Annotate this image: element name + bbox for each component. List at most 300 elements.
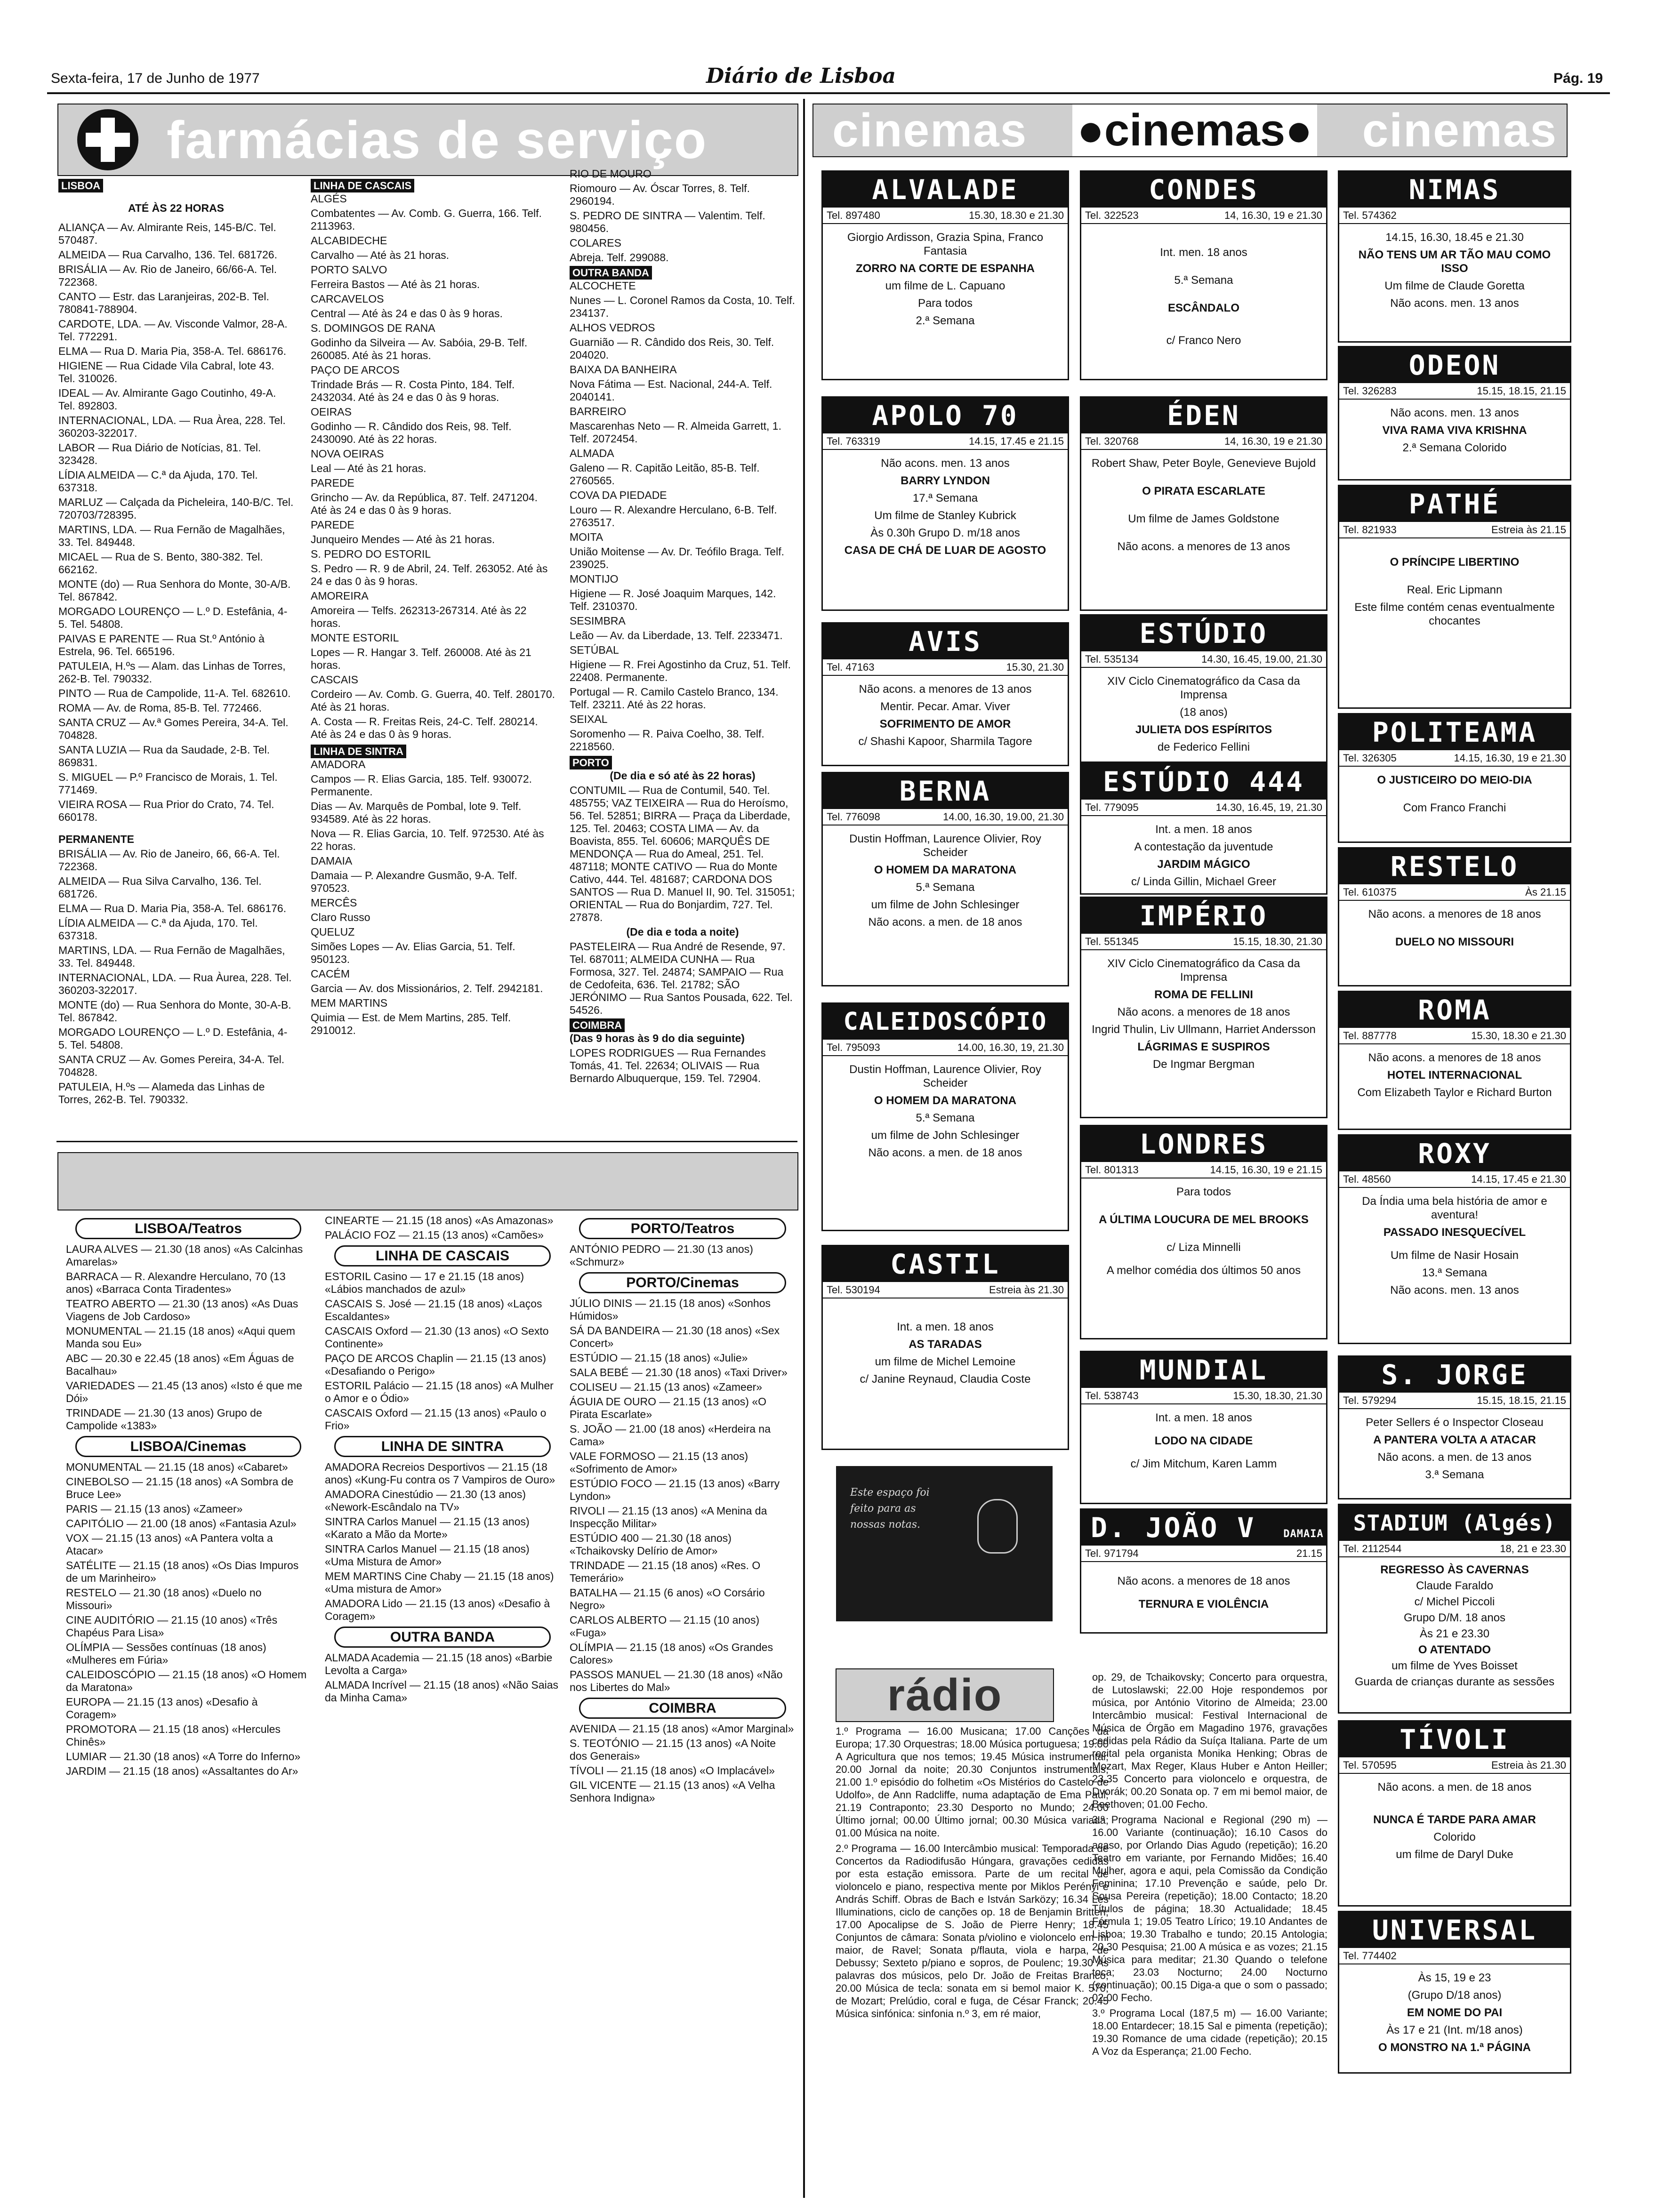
list-item: PAREDE <box>311 477 354 489</box>
film-director: um filme de L. Capuano <box>885 280 1005 292</box>
list-item: Quimia — Est. de Mem Martins, 285. Telf. 2910012. <box>311 1011 511 1036</box>
cinema-times: 15.15, 18.30, 21.30 <box>1233 936 1322 947</box>
list-item: S. Pedro — R. 9 de Abril, 24. Telf. 263052. Até às 24 e das 0 às 9 horas. <box>311 562 548 587</box>
cinema-name: ROXY <box>1339 1136 1570 1171</box>
list-item: SESIMBRA <box>570 615 626 627</box>
section-label-outra-banda: OUTRA BANDA <box>334 1627 551 1648</box>
cinemas-banner-left: cinemas <box>832 104 1028 157</box>
section-label-cascais: LINHA DE CASCAIS <box>311 179 414 192</box>
film-director: Claude Faraldo <box>1416 1579 1494 1592</box>
cinema-cast: Com Elizabeth Taylor e Richard Burton <box>1357 1086 1552 1099</box>
film-title: LODO NA CIDADE <box>1154 1435 1253 1447</box>
film-week: 13.ª Semana <box>1422 1266 1488 1279</box>
section-label-lisboa: LISBOA <box>58 179 103 192</box>
cinema-tel: Tel. 47163 <box>827 661 875 673</box>
list-item: ALMEIDA — Rua Silva Carvalho, 136. Tel. 681726. <box>58 875 262 900</box>
list-item: MARTINS, LDA. — Rua Fernão de Magalhães, 33. Tel. 849448. <box>58 944 285 969</box>
list-item: PAIVAS E PARENTE — Rua St.º António à Estrela, 96. Tel. 665196. <box>58 633 265 657</box>
list-item: LÍDIA ALMEIDA — C.ª da Ajuda, 170. Tel. 637318. <box>58 469 258 494</box>
film-title: BARRY LYNDON <box>901 474 990 487</box>
list-item: Amoreira — Telfs. 262313-267314. Até às 22 horas. <box>311 604 527 629</box>
cinema-tivoli <box>1338 1720 1571 1907</box>
list-item: SANTA CRUZ — Av. Gomes Pereira, 34-A. Tel. 704828. <box>58 1053 285 1078</box>
section-label-coimbra: COIMBRA <box>570 1018 625 1032</box>
film-rating: Int. a men. 18 anos <box>897 1321 994 1333</box>
film-director: Um filme de Stanley Kubrick <box>874 509 1016 522</box>
film-rating: Não acons. men. 13 anos <box>1390 407 1519 419</box>
radio-col-1 <box>836 1725 1109 2020</box>
radio-col-2 <box>1092 1671 1327 2058</box>
cinema-cast: c/ Linda Gillin, Michael Greer <box>1131 875 1277 888</box>
list-item: CINE AUDITÓRIO — 21.15 (10 anos) «Três Chapéus Para Lisa» <box>66 1614 278 1639</box>
cinema-name: AVIS <box>823 624 1068 659</box>
list-item: PARIS — 21.15 (13 anos) «Zameer» <box>66 1503 243 1515</box>
cinema-berna <box>821 772 1069 986</box>
film-title: SOFRIMENTO DE AMOR <box>879 718 1011 730</box>
list-item: Trindade Brás — R. Costa Pinto, 184. Telf. 2432034. Até às 24 e das 0 às 9 horas. <box>311 378 515 403</box>
cinema-cast: c/ Franco Nero <box>1166 334 1241 347</box>
list-item: AMADORA <box>311 758 366 770</box>
list-item: ALMADA <box>570 447 614 459</box>
film-director: Um filme de James Goldstone <box>1128 513 1279 525</box>
shows-col-porto <box>570 1214 796 1806</box>
list-item: PAÇO DE ARCOS Chaplin — 21.15 (13 anos) «Desafiando o Perigo» <box>325 1352 547 1377</box>
list-item: Leal — Até às 21 horas. <box>311 462 426 474</box>
film-rating: (Grupo D/18 anos) <box>1408 1989 1502 2002</box>
list-item: AMOREIRA <box>311 590 369 602</box>
list-item: Campos — R. Elias Garcia, 185. Telf. 930072. Permanente. <box>311 773 532 798</box>
cinema-restelo <box>1338 847 1571 986</box>
list-item: Ferreira Bastos — Até às 21 horas. <box>311 278 480 290</box>
radio-banner <box>836 1668 1054 1722</box>
list-item: RESTELO — 21.30 (18 anos) «Duelo no Missouri» <box>66 1587 262 1611</box>
cinema-name: D. JOÃO V <box>1091 1512 1256 1544</box>
cinema-times: 14, 16.30, 19 e 21.30 <box>1224 209 1322 221</box>
list-item: Grincho — Av. da República, 87. Telf. 2471204. Até às 24 e das 0 às 9 horas. <box>311 491 538 516</box>
film-week: 5.ª Semana <box>1174 274 1233 287</box>
shows-col-linhas <box>325 1214 560 1706</box>
list-item: LABOR — Rua Diário de Notícias, 81. Tel. 323428. <box>58 441 261 466</box>
cinema-tel: Tel. 897480 <box>827 209 880 221</box>
cinema-subname: DAMAIA <box>1283 1528 1324 1540</box>
list-item: Abreja. Telf. 299088. <box>570 251 669 264</box>
cinema-tel: Tel. 795093 <box>827 1042 880 1053</box>
coimbra-sub: (Das 9 horas às 9 do dia seguinte) <box>570 1032 745 1044</box>
list-item: PATULEIA, H.ºs — Alam. das Linhas de Torres, 262-B. Tel. 790332. <box>58 660 286 685</box>
cinema-name: IMPÉRIO <box>1081 898 1326 934</box>
photo-caption: Este espaço foi feito para as nossas notas. <box>850 1487 930 1531</box>
film-tagline: A melhor comédia dos últimos 50 anos <box>1106 1264 1301 1277</box>
list-item: VARIEDADES — 21.45 (13 anos) «Isto é que me Dói» <box>66 1379 302 1404</box>
cinema-mundial <box>1080 1351 1327 1504</box>
list-item: ABC — 20.30 e 22.45 (18 anos) «Em Águas de Bacalhau» <box>66 1352 294 1377</box>
list-item: CASCAIS S. José — 21.15 (18 anos) «Laços Escaldantes» <box>325 1298 542 1322</box>
film-rating: Não acons. a men. de 18 anos <box>868 916 1022 929</box>
cinema-eden <box>1080 396 1327 611</box>
list-item: PROMOTORA — 21.15 (18 anos) «Hercules Chinês» <box>66 1723 281 1748</box>
list-item: A. Costa — R. Freitas Reis, 24-C. Telf. 280214. Até às 24 e das 0 às 9 horas. <box>311 715 538 740</box>
list-item: Higiene — R. José Joaquim Marques, 142. Telf. 2310370. <box>570 587 776 612</box>
film-title: O MONSTRO NA 1.ª PÁGINA <box>1378 2041 1531 2054</box>
list-item: ESTORIL Palácio — 21.15 (18 anos) «A Mulher o Amor e o Ódio» <box>325 1379 554 1404</box>
list-item: ELMA — Rua D. Maria Pia, 358-A. Tel. 686176. <box>58 345 287 357</box>
film-extra: Às 0.30h Grupo D. m/18 anos <box>870 527 1020 539</box>
list-item: GIL VICENTE — 21.15 (13 anos) «A Velha Senhora Indigna» <box>570 1779 775 1804</box>
cinema-name: BERNA <box>823 773 1068 809</box>
porto-text2: PASTELEIRA — Rua André de Resende, 97. Tel. 687011; ALMEIDA CUNHA — Rua Formosa, 327. Tel. 24874; SAMPAIO — Rua de Cedofeita, 636. Tel. 21782; SÃO JERÓNIMO — Rua Santos Pousada, 622. Tel. 54526. <box>570 940 793 1016</box>
list-item: Riomouro — Av. Óscar Torres, 8. Telf. 2960194. <box>570 182 750 207</box>
list-item: Portugal — R. Camilo Castelo Branco, 134. Telf. 23211. Até às 22 horas. <box>570 686 779 711</box>
list-item: VIEIRA ROSA — Rua Prior do Crato, 74. Tel. 660178. <box>58 798 274 823</box>
list-item: SINTRA Carlos Manuel — 21.15 (18 anos) «Uma Mistura de Amor» <box>325 1543 530 1568</box>
cinema-condes <box>1080 170 1327 380</box>
cinema-caleidoscopio <box>821 1002 1069 1231</box>
cinema-politeama <box>1338 713 1571 843</box>
list-item: Lopes — R. Hangar 3. Telf. 260008. Até às 21 horas. <box>311 646 531 671</box>
list-item: OLÍMPIA — 21.15 (18 anos) «Os Grandes Calores» <box>570 1641 773 1666</box>
cinema-tel: Tel. 821933 <box>1343 524 1397 536</box>
cinema-tel: Tel. 2112544 <box>1343 1543 1402 1555</box>
list-item: MONUMENTAL — 21.15 (18 anos) «Aqui quem Manda sou Eu» <box>66 1325 296 1350</box>
film-title: O HOMEM DA MARATONA <box>874 864 1017 876</box>
cinema-name: TÍVOLI <box>1339 1722 1570 1757</box>
pharmacy-col-lisboa <box>58 179 294 1108</box>
cinema-name: S. JORGE <box>1339 1357 1570 1393</box>
list-item: PALÁCIO FOZ — 21.15 (13 anos) «Camões» <box>325 1229 544 1241</box>
cinema-tel: Tel. 887778 <box>1343 1030 1397 1042</box>
section-label-lisboa-teatros: LISBOA/Teatros <box>75 1218 301 1239</box>
list-item: AMADORA Recreios Desportivos — 21.15 (18 anos) «Kung-Fu contra os 7 Vampiros de Ouro» <box>325 1461 555 1486</box>
cinema-times: 15.30, 18.30 e 21.30 <box>969 209 1064 221</box>
cinema-times: 14.00, 16.30, 19.00, 21.30 <box>943 811 1064 823</box>
list-item: MONTE (do) — Rua Senhora do Monte, 30-A-B. Tel. 867842. <box>58 999 291 1024</box>
film-tagline: A contestação da juventude <box>1134 841 1273 853</box>
list-item: ESTÚDIO — 21.15 (18 anos) «Julie» <box>570 1352 748 1364</box>
list-item: CINEARTE — 21.15 (18 anos) «As Amazonas» <box>325 1214 554 1226</box>
film-title: ESCÂNDALO <box>1167 302 1239 314</box>
cinema-cast: c/ Shashi Kapoor, Sharmila Tagore <box>858 735 1032 748</box>
list-item: MONTE (do) — Rua Senhora do Monte, 30-A/B. Tel. 867842. <box>58 578 291 603</box>
film-rating: Não acons. a menores de 13 anos <box>1117 540 1290 553</box>
film-rating: Grupo D/M. 18 anos <box>1403 1611 1506 1624</box>
list-item: Claro Russo <box>311 911 370 923</box>
list-item: S. DOMINGOS DE RANA <box>311 322 435 334</box>
film-director: de Federico Fellini <box>1157 741 1250 753</box>
film-rating: Não acons. a men. de 18 anos <box>1377 1781 1532 1794</box>
list-item: MONTE ESTORIL <box>311 632 399 644</box>
cinema-times: 15.15, 18.15, 21.15 <box>1477 385 1566 397</box>
cinema-name: CASTIL <box>823 1246 1068 1282</box>
list-item: CARCAVELOS <box>311 293 384 305</box>
page-number: Pág. 19 <box>1553 71 1603 86</box>
cinema-cast: Ingrid Thulin, Liv Ullmann, Harriet Andersson <box>1092 1023 1316 1036</box>
list-item: MONUMENTAL — 21.15 (18 anos) «Cabaret» <box>66 1461 288 1473</box>
film-title: REGRESSO ÀS CAVERNAS <box>1380 1563 1529 1576</box>
list-item: TEATRO ABERTO — 21.30 (13 anos) «As Duas Viagens de Job Cardoso» <box>66 1298 298 1322</box>
list-item: Guarnião — R. Cândido dos Reis, 30. Telf. 204020. <box>570 336 774 361</box>
cinema-avis <box>821 622 1069 766</box>
cinema-tel: Tel. 326283 <box>1343 385 1397 397</box>
list-item: INTERNACIONAL, LDA. — Rua Àurea, 228. Tel. 360203-322017. <box>58 971 292 996</box>
ate22-label: ATÉ ÀS 22 HORAS <box>128 202 225 214</box>
list-item: S. TEOTÓNIO — 21.15 (13 anos) «A Noite dos Generais» <box>570 1737 776 1762</box>
list-item: Leão — Av. da Liberdade, 13. Telf. 2233471. <box>570 629 783 641</box>
film-title: JARDIM MÁGICO <box>1157 858 1250 871</box>
radio-program-2-cont: op. 29, de Tchaikovsky; Concerto para orquestra, de Lutoslawski; 22.00 Hoje respondemos por música, por António Vitorino de Almeida; 23.00 Intercâmbio musical: Festival Internacional de Música de Órgão em Magadino 1976, gravações cedidas pela Rádio da Suíça Italiana. Parte de um recital pela organista Monika Henking; Obras de Mozart, Max Reger, Klaus Huber e Anton Heiller; 23.35 Concerto para violoncelo e orquestra, de Dvorák; 00.20 Sonata op. 7 em mi bemol maior, de Beethoven; 01.00 Fecho. <box>1092 1671 1327 1810</box>
list-item: QUELUZ <box>311 926 355 938</box>
list-item: SATÉLITE — 21.15 (18 anos) «Os Dias Impuros de um Marinheiro» <box>66 1559 299 1584</box>
film-rating: Não acons. a men. de 13 anos <box>1377 1451 1532 1464</box>
cinema-tel: Tel. 48560 <box>1343 1173 1391 1185</box>
list-item: Garcia — Av. dos Missionários, 2. Telf. 2942181. <box>311 982 543 994</box>
cinema-times: 14.15, 16.30, 19 e 21.15 <box>1210 1164 1322 1176</box>
list-item: ESTORIL Casino — 17 e 21.15 (18 anos) «Lábios manchados de azul» <box>325 1270 524 1295</box>
list-item: S. JOÃO — 21.00 (18 anos) «Herdeira na Cama» <box>570 1423 771 1448</box>
list-item: BAIXA DA BANHEIRA <box>570 363 677 376</box>
radio-program-1: 1.º Programa — 16.00 Musicana; 17.00 Canções da Europa; 17.30 Orquestras; 18.00 Música portuguesa; 19.00 A Agricultura que nos temos; 19.45 Música instrumental; 20.00 Jornal da noite; 20.30 Conjuntos instrumentais; 21.00 1.º episódio do folhetim «Os Mistérios do Castelo de Udolfo», de Ann Radcliffe, numa adaptação de Ema Paul; 21.19 Contraponto; 23.30 Desporto no Mundo; 24.00 Último jornal; 00.00 Último jornal; 00.30 Música variada; 01.00 Música na noite. <box>836 1725 1109 1839</box>
list-item: TRINDADE — 21.30 (13 anos) Grupo de Campolide «1383» <box>66 1407 262 1432</box>
film-rating: Int. a men. 18 anos <box>1155 823 1252 836</box>
film-week: 5.ª Semana <box>916 1112 975 1124</box>
list-item: SETÚBAL <box>570 644 619 656</box>
film-rating: Não acons. men. 13 anos <box>1390 1284 1519 1297</box>
list-item: Louro — R. Alexandre Herculano, 6-B. Telf. 2763517. <box>570 504 777 529</box>
list-item: CASCAIS <box>311 673 358 686</box>
film-notice: Guarda de crianças durante as sessões <box>1354 1675 1555 1688</box>
film-colour: Colorido <box>1433 1831 1476 1843</box>
film-tagline: Da Índia uma bela história de amor e aventura! <box>1362 1195 1547 1221</box>
film-title: NUNCA É TARDE PARA AMAR <box>1373 1813 1536 1826</box>
film-director: Um filme de Nasir Hosain <box>1390 1249 1519 1262</box>
list-item: Cordeiro — Av. Comb. G. Guerra, 40. Telf. 280170. Até às 21 horas. <box>311 688 555 713</box>
section-label-coimbra: COIMBRA <box>579 1698 786 1719</box>
list-item: MERCÊS <box>311 897 357 909</box>
list-item: CANTO — Estr. das Laranjeiras, 202-B. Tel. 780841-788904. <box>58 290 269 315</box>
film-festival: XIV Ciclo Cinematográfico da Casa da Imprensa <box>1107 957 1300 984</box>
cinema-times: 14, 16.30, 19 e 21.30 <box>1224 435 1322 447</box>
list-item: PAREDE <box>311 519 354 531</box>
cinema-times: 14.15, 17.45 e 21.30 <box>1471 1173 1566 1185</box>
cinema-tel: Tel. 971794 <box>1085 1547 1139 1559</box>
list-item: MARTINS, LDA. — Rua Fernão de Magalhães, 33. Tel. 849448. <box>58 523 285 548</box>
film-title: O PIRATA ESCARLATE <box>1142 485 1265 497</box>
cinema-name: ODEON <box>1339 347 1570 383</box>
list-item: S. PEDRO DE SINTRA — Valentim. Telf. 980456. <box>570 209 765 234</box>
film-title: AS TARADAS <box>909 1338 982 1351</box>
cinema-londres <box>1080 1125 1327 1339</box>
cinema-name: NIMAS <box>1339 172 1570 208</box>
list-item: DAMAIA <box>311 855 353 867</box>
list-item: ALCOCHETE <box>570 280 636 292</box>
cinema-cast: Peter Sellers é o Inspector Closeau <box>1366 1416 1544 1429</box>
cinema-cast: c/ Jim Mitchum, Karen Lamm <box>1130 1458 1277 1470</box>
film-rating: Não acons. a menores de 18 anos <box>1117 1575 1290 1587</box>
cinema-tel: Tel. 570595 <box>1343 1759 1397 1771</box>
list-item: LUMIAR — 21.30 (18 anos) «A Torre do Inferno» <box>66 1750 301 1763</box>
list-item: CASCAIS Oxford — 21.15 (13 anos) «Paulo o Frio» <box>325 1407 547 1432</box>
film-title: A PANTERA VOLTA A ATACAR <box>1373 1434 1536 1446</box>
porto-sub: (De dia e só até às 22 horas) <box>610 769 756 782</box>
list-item: Nova — R. Elias Garcia, 10. Telf. 972530. Até às 22 horas. <box>311 827 544 852</box>
film-notice: Este filme contém cenas eventualmente chocantes <box>1354 601 1555 627</box>
cinema-tel: Tel. 776098 <box>827 811 880 823</box>
cinema-name: ESTÚDIO 444 <box>1081 764 1326 800</box>
list-item: ALMADA Academia — 21.15 (18 anos) «Barbie Levolta a Carga» <box>325 1651 553 1676</box>
film-title: ZORRO NA CORTE DE ESPANHA <box>855 262 1035 275</box>
list-item: MEM MARTINS <box>311 997 388 1009</box>
cinema-cast: c/ Michel Piccoli <box>1414 1595 1495 1608</box>
film-director: De Ingmar Bergman <box>1152 1058 1255 1071</box>
cinema-name: UNIVERSAL <box>1339 1912 1570 1948</box>
list-item: BRISÁLIA — Av. Rio de Janeiro, 66/66-A. Tel. 722368. <box>58 263 277 288</box>
cinema-times: 21.15 <box>1296 1547 1322 1559</box>
radio-program-2: 2.º Programa — 16.00 Intercâmbio musical: Temporada de Concertos da Radiodifusão Húngara, gravações cedidas por esta estação emissora. Parte de um recital de violoncelo e piano, respectiva mente por Miklos Perényi e András Schiff. Obras de Bach e István Sarközy; 16.34 Les Illuminations, ciclo de canções op. 18 de Benjamin Britten; 17.00 Apocalipse de S. João de Pierre Henry; 18.45 Conjuntos de câmara: Sonata p/violino e violoncelo em mi maior, de Ravel; Sonata p/flauta, viola e harpa, de Debussy; Sexteto p/piano e sopros, de Poulenc; 19.30 As palavras dos músicos, pelo Dr. João de Freitas Branco; 20.00 Música de tecla: sonata em si bemol maior K. 570, de Mozart; Prelúdio, coral e fuga, de César Franck; 20.45 Música sinfónica: sinfonia n.º 3, em ré maior, <box>836 1843 1109 2020</box>
film-title: LÁGRIMAS E SUSPIROS <box>1137 1041 1270 1053</box>
cinema-roma <box>1338 991 1571 1130</box>
list-item: MONTIJO <box>570 573 619 585</box>
cinema-times: 14.30, 16.45, 19, 21.30 <box>1215 801 1322 813</box>
list-item: EUROPA — 21.15 (13 anos) «Desafio à Coragem» <box>66 1696 258 1721</box>
list-item: Dias — Av. Marquês de Pombal, lote 9. Telf. 934589. Até às 22 horas. <box>311 800 522 825</box>
film-director: um filme de Yves Boisset <box>1392 1659 1518 1672</box>
list-item: SINTRA Carlos Manuel — 21.15 (13 anos) «Karato a Mão da Morte» <box>325 1515 530 1540</box>
list-item: Soromenho — R. Paiva Coelho, 38. Telf. 2218560. <box>570 728 764 753</box>
list-item: LAURA ALVES — 21.30 (18 anos) «As Calcinhas Amarelas» <box>66 1243 303 1268</box>
list-item: CINEBOLSO — 21.15 (18 anos) «A Sombra de Bruce Lee» <box>66 1475 294 1500</box>
film-week: 17.ª Semana <box>912 492 978 505</box>
page-divider <box>803 99 805 2198</box>
film-director: um filme de Michel Lemoine <box>875 1355 1016 1368</box>
cinema-name: CONDES <box>1081 172 1326 208</box>
cinema-tel: Tel. 574362 <box>1343 209 1397 221</box>
film-title: HOTEL INTERNACIONAL <box>1387 1069 1522 1082</box>
list-item: CAPITÓLIO — 21.00 (18 anos) «Fantasia Azul» <box>66 1517 297 1530</box>
cinemas-banner <box>812 104 1568 157</box>
list-item: OLÍMPIA — Sessões contínuas (18 anos) «Mulheres em Fúria» <box>66 1641 266 1666</box>
film-showtimes: 14.15, 16.30, 18.45 e 21.30 <box>1385 231 1524 244</box>
list-item: ROMA — Av. de Roma, 85-B. Tel. 772466. <box>58 702 262 714</box>
cinema-name: LONDRES <box>1081 1126 1326 1162</box>
cinema-tel: Tel. 579294 <box>1343 1395 1397 1406</box>
cinema-name: ROMA <box>1339 992 1570 1028</box>
cinema-name: ALVALADE <box>823 172 1068 208</box>
cinema-times: Estreia às 21.30 <box>989 1284 1064 1296</box>
cinema-name: POLITEAMA <box>1339 714 1570 750</box>
list-item: VOX — 21.15 (13 anos) «A Pantera volta a Atacar» <box>66 1532 273 1557</box>
section-label-cascais: LINHA DE CASCAIS <box>334 1245 551 1266</box>
film-tagline: Mentir. Pecar. Amar. Viver <box>880 700 1010 713</box>
cinema-cast: Dustin Hoffman, Laurence Olivier, Roy Scheider <box>849 833 1041 859</box>
list-item: CARLOS ALBERTO — 21.15 (10 anos) «Fuga» <box>570 1614 760 1639</box>
list-item: CARDOTE, LDA. — Av. Visconde Valmor, 28-A. Tel. 772291. <box>58 318 288 343</box>
film-title: O JUSTICEIRO DO MEIO-DIA <box>1377 774 1532 786</box>
cinema-tel: Tel. 326305 <box>1343 752 1397 764</box>
film-title: PASSADO INESQUECÍVEL <box>1383 1226 1526 1239</box>
list-item: AVENIDA — 21.15 (18 anos) «Amor Marginal» <box>570 1723 794 1735</box>
cinema-tel: Tel. 774402 <box>1343 1950 1397 1962</box>
list-item: BATALHA — 21.15 (6 anos) «O Corsário Negro» <box>570 1587 765 1611</box>
cinema-cast: Dustin Hoffman, Laurence Olivier, Roy Scheider <box>849 1063 1041 1090</box>
list-item: MOITA <box>570 531 603 543</box>
list-item: Carvalho — Até às 21 horas. <box>311 249 450 261</box>
film-title: CASA DE CHÁ DE LUAR DE AGOSTO <box>844 544 1046 557</box>
film-director: um filme de John Schlesinger <box>871 898 1020 911</box>
cinema-alvalade <box>821 170 1069 380</box>
list-item: COLARES <box>570 237 621 249</box>
film-week: 3.ª Semana <box>1425 1468 1484 1481</box>
list-item: LÍDIA ALMEIDA — C.ª da Ajuda, 170. Tel. 637318. <box>58 917 258 942</box>
list-item: CACÉM <box>311 968 350 980</box>
list-item: OEIRAS <box>311 406 352 418</box>
film-title: VIVA RAMA VIVA KRISHNA <box>1382 424 1527 437</box>
list-item: S. PEDRO DO ESTORIL <box>311 548 431 560</box>
list-item: Nunes — L. Coronel Ramos da Costa, 10. Telf. 234137. <box>570 294 795 319</box>
list-item: PASSOS MANUEL — 21.30 (18 anos) «Não nos Libertes do Mal» <box>570 1668 783 1693</box>
cinema-stadium <box>1338 1504 1571 1714</box>
cinema-tel: Tel. 535134 <box>1085 653 1139 665</box>
film-title: O ATENTADO <box>1418 1643 1491 1656</box>
list-item: ÁGUIA DE OURO — 21.15 (13 anos) «O Pirata Escarlate» <box>570 1395 766 1420</box>
list-item: Nova Fátima — Est. Nacional, 244-A. Telf. 2040141. <box>570 378 772 403</box>
list-item: MEM MARTINS Cine Chaby — 21.15 (18 anos) «Uma mistura de Amor» <box>325 1570 554 1595</box>
list-item: JARDIM — 21.15 (18 anos) «Assaltantes do Ar» <box>66 1765 298 1777</box>
film-rating: Não acons. a men. de 18 anos <box>868 1146 1022 1159</box>
list-item: CALEIDOSCÓPIO — 21.15 (18 anos) «O Homem da Maratona» <box>66 1668 307 1693</box>
cinema-cast: Com Franco Franchi <box>1403 801 1506 814</box>
film-title: EM NOME DO PAI <box>1407 2006 1503 2019</box>
cinema-tel: Tel. 763319 <box>827 435 880 447</box>
cinema-nimas <box>1338 170 1571 343</box>
masthead: Diário de Lisboa <box>706 64 896 88</box>
cinema-times: Estreia às 21.15 <box>1491 524 1566 536</box>
film-showtimes: Às 15, 19 e 23 <box>1418 1972 1491 1984</box>
film-week: 2.ª Semana Colorido <box>1402 441 1507 454</box>
cinema-name: ESTÚDIO <box>1081 616 1326 651</box>
film-title: JULIETA DOS ESPÍRITOS <box>1135 723 1272 736</box>
cinema-times: 14.15, 16.30, 19 e 21.30 <box>1454 752 1566 764</box>
film-rating: Int. a men. 18 anos <box>1155 1411 1252 1424</box>
pharmacy-col-outras <box>570 168 796 1087</box>
list-item: Central — Até às 24 e das 0 às 9 horas. <box>311 307 503 320</box>
header-rule <box>47 92 1610 94</box>
list-item: NOVA OEIRAS <box>311 448 384 460</box>
list-item: Junqueiro Mendes — Até às 21 horas. <box>311 533 495 545</box>
list-item: ALGÉS <box>311 192 347 205</box>
shows-col-lisboa <box>66 1214 311 1779</box>
header-date: Sexta-feira, 17 de Junho de 1977 <box>51 71 260 86</box>
porto-sub2: (De dia e toda a noite) <box>626 926 739 938</box>
cinema-estudio <box>1080 614 1327 763</box>
cinema-cast: Giorgio Ardisson, Grazia Spina, Franco Fantasia <box>847 231 1044 257</box>
film-director: um filme de Daryl Duke <box>1396 1848 1513 1861</box>
list-item: TÍVOLI — 21.15 (18 anos) «O Implacável» <box>570 1764 775 1777</box>
film-rating: Não acons. a menores de 13 anos <box>859 683 1032 696</box>
list-item: União Moitense — Av. Dr. Teófilo Braga. Telf. 239025. <box>570 545 784 570</box>
radio-banner-title: rádio <box>887 1670 1003 1720</box>
section-label-sintra: LINHA DE SINTRA <box>311 745 406 758</box>
list-item: SALA BEBÉ — 21.30 (18 anos) «Taxi Driver» <box>570 1366 788 1378</box>
cinema-tel: Tel. 538743 <box>1085 1390 1139 1402</box>
list-item: VALE FORMOSO — 21.15 (13 anos) «Sofrimento de Amor» <box>570 1450 748 1475</box>
cinema-times: 14.00, 16.30, 19, 21.30 <box>957 1042 1064 1053</box>
pharmacy-frame-bottom <box>56 1141 797 1142</box>
film-title: ROMA DE FELLINI <box>1154 988 1253 1001</box>
cinema-name: RESTELO <box>1339 849 1570 884</box>
shows-banner <box>57 1152 798 1210</box>
cinema-times: 15.30, 18.30, 21.30 <box>1233 1390 1322 1402</box>
cinema-pathe <box>1338 485 1571 709</box>
film-rating: Não acons. men. 13 anos <box>881 457 1010 470</box>
